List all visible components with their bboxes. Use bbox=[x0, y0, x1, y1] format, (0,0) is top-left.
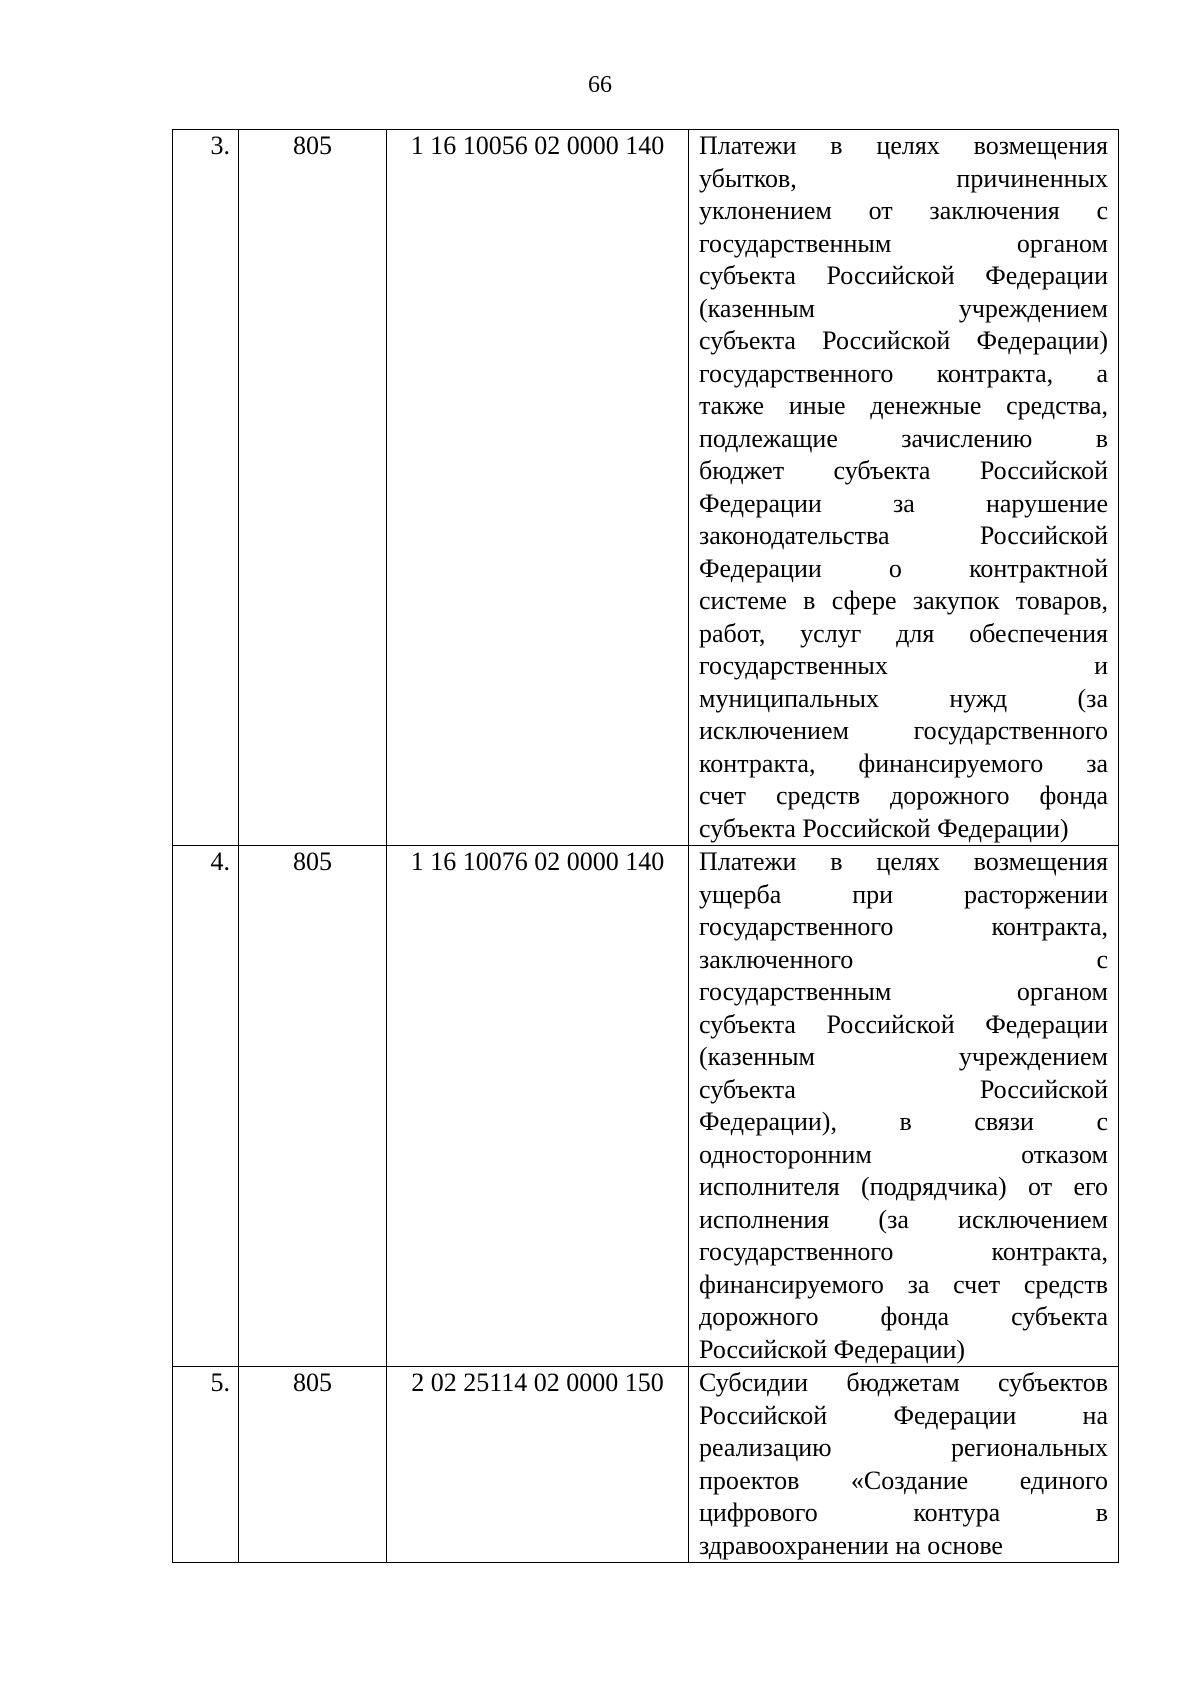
revenue-description-cell bbox=[689, 846, 1119, 1367]
revenue-description-cell bbox=[689, 1367, 1119, 1563]
description-line: государственным органом bbox=[699, 977, 1108, 1006]
description-line: законодательства Российской bbox=[699, 521, 1108, 550]
description-line: государственным органом bbox=[699, 228, 1108, 258]
description-line: субъекта Российской bbox=[699, 1074, 1108, 1104]
description-line: государственного контракта, bbox=[699, 912, 1108, 941]
description-line: бюджет субъекта Российской bbox=[699, 456, 1108, 485]
row-number-cell: 5. bbox=[173, 1367, 239, 1563]
description-line: Платежи в целях возмещения bbox=[699, 847, 1108, 876]
description-line: исполнения (за исключением bbox=[699, 1204, 1108, 1234]
description-line: муниципальных нужд (за bbox=[699, 683, 1108, 713]
description-line: убытков, причиненных bbox=[699, 163, 1108, 193]
description-line: исключением государственного bbox=[699, 716, 1108, 745]
table-body bbox=[173, 130, 1119, 1563]
description-line: заключенного с bbox=[699, 944, 1108, 974]
table-row bbox=[173, 130, 1119, 846]
administrator-code-cell: 805 bbox=[239, 1367, 387, 1563]
budget-classification-code-cell: 1 16 10056 02 0000 140 bbox=[387, 130, 689, 846]
description-line: Платежи в целях возмещения bbox=[699, 131, 1108, 160]
row-number-cell: 3. bbox=[173, 130, 239, 846]
budget-codes-table bbox=[172, 129, 1119, 1563]
description-line: государственного контракта, а bbox=[699, 358, 1108, 388]
description-line: исполнителя (подрядчика) от его bbox=[699, 1172, 1108, 1201]
administrator-code-cell: 805 bbox=[239, 846, 387, 1367]
description-line: (казенным учреждением bbox=[699, 1042, 1108, 1071]
administrator-code-cell: 805 bbox=[239, 130, 387, 846]
description-line: также иные денежные средства, bbox=[699, 391, 1108, 420]
description-line: цифрового контура в bbox=[699, 1498, 1108, 1527]
description-line: уклонением от заключения с bbox=[699, 196, 1108, 225]
description-line: Субсидии бюджетам субъектов bbox=[699, 1368, 1108, 1397]
description-line: (казенным учреждением bbox=[699, 293, 1108, 323]
description-line: субъекта Российской Федерации) bbox=[699, 813, 1069, 843]
description-line: подлежащие зачислению в bbox=[699, 423, 1108, 453]
description-line: Российской Федерации) bbox=[699, 1334, 966, 1364]
description-line: ущерба при расторжении bbox=[699, 879, 1108, 909]
description-line: работ, услуг для обеспечения bbox=[699, 618, 1108, 648]
table-row bbox=[173, 846, 1119, 1367]
description-line: финансируемого за счет средств bbox=[699, 1269, 1108, 1299]
table-row bbox=[173, 1367, 1119, 1563]
budget-classification-code-cell: 2 02 25114 02 0000 150 bbox=[387, 1367, 689, 1563]
revenue-description-cell bbox=[689, 130, 1119, 846]
page-number: 66 bbox=[588, 72, 612, 98]
budget-classification-code-cell: 1 16 10076 02 0000 140 bbox=[387, 846, 689, 1367]
description-line: субъекта Российской Федерации bbox=[699, 261, 1108, 290]
description-line: субъекта Российской Федерации bbox=[699, 1009, 1108, 1039]
description-line: односторонним отказом bbox=[699, 1139, 1108, 1169]
description-line: реализацию региональных bbox=[699, 1433, 1108, 1462]
description-line: Федерации), в связи с bbox=[699, 1107, 1108, 1136]
description-line: государственного контракта, bbox=[699, 1237, 1108, 1266]
description-line: дорожного фонда субъекта bbox=[699, 1302, 1108, 1331]
description-line: контракта, финансируемого за bbox=[699, 748, 1108, 778]
description-line: счет средств дорожного фонда bbox=[699, 781, 1108, 810]
description-line: системе в сфере закупок товаров, bbox=[699, 586, 1108, 615]
description-line: проектов «Создание единого bbox=[699, 1465, 1108, 1495]
description-line: Федерации за нарушение bbox=[699, 488, 1108, 518]
description-line: государственных и bbox=[699, 651, 1108, 680]
description-line: субъекта Российской Федерации) bbox=[699, 326, 1108, 355]
description-line: Российской Федерации на bbox=[699, 1400, 1108, 1430]
row-number-cell: 4. bbox=[173, 846, 239, 1367]
description-line: Федерации о контрактной bbox=[699, 553, 1108, 583]
description-line: здравоохранении на основе bbox=[699, 1530, 1003, 1560]
